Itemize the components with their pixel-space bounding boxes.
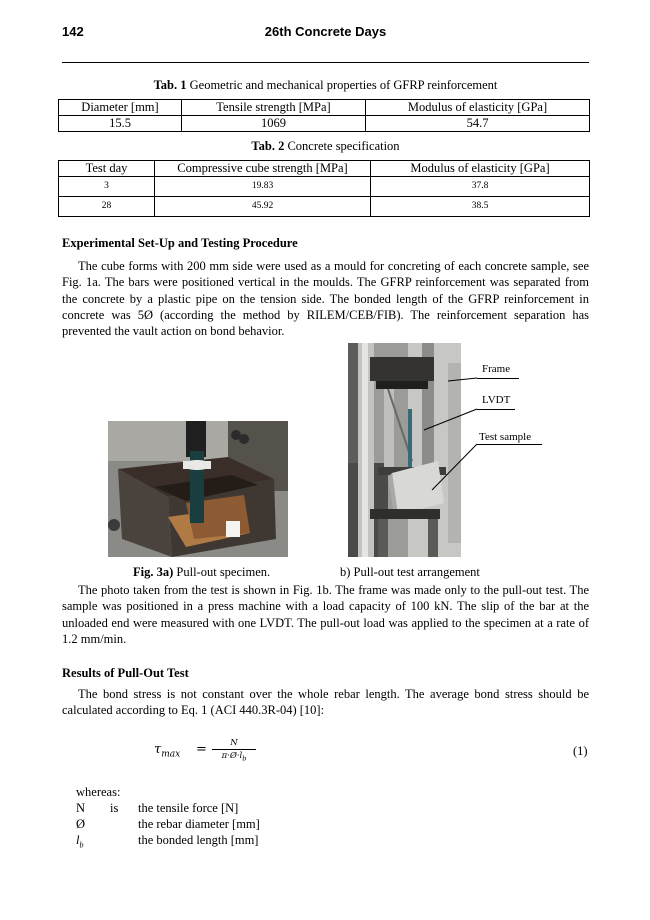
lvdt-leader-line (424, 409, 477, 430)
table2-header-cell: Test day (59, 161, 155, 177)
table2-header-cell: Compressive cube strength [MPa] (155, 161, 371, 177)
equation-number: (1) (573, 744, 588, 758)
paragraph-text: The cube forms with 200 mm side were used as a mould for concreting of each concrete sample, see Fig. 1a. The bars were positioned vertical in the moulds. The GFRP reinforcement was separated from the concrete by a plastic pipe on the tension side. The bonded length of the GFRP reinforcement in concrete was 5Ø (according the method by RILEM/CEB/FIB). The reinforcement separation has prevented the vault action on bond behavior. (62, 259, 589, 339)
equation-denominator: π·Ø·l (221, 751, 243, 761)
definition-row (62, 833, 362, 849)
table-cell: 3 (59, 177, 155, 197)
equals-sign: = (196, 742, 207, 757)
lvdt-label: LVDT (482, 394, 511, 406)
equation-lhs: τ (154, 742, 162, 757)
table1-header-cell: Tensile strength [MPa] (182, 100, 366, 116)
equation-numerator: N (230, 738, 238, 748)
definition-symbol: Ø (76, 817, 86, 831)
table1-caption-text: Geometric and mechanical properties of GFRP reinforcement (189, 78, 498, 92)
table2-header-cell: Modulus of elasticity [GPa] (371, 161, 590, 177)
table1-header-cell: Modulus of elasticity [GPa] (366, 100, 590, 116)
fraction-bar (212, 749, 256, 750)
paragraph-text: The bond stress is not constant over the whole rebar length. The average bond stress should be calculated according to Eq. 1 (ACI 440.3R-04) [10]: (62, 687, 589, 718)
table-cell: 15.5 (59, 116, 182, 132)
paragraph-text: The photo taken from the test is shown in Fig. 1b. The frame was made only to the pull-out test. The sample was positioned in a press machine with a load capacity of 100 kN. The slip of the bar at the unloaded end were measured with one LVDT. The pull-out load was applied to the specimen at a rate of 1.2 mm/min. (62, 583, 589, 646)
definition-row (62, 801, 362, 817)
table2-caption-label: Tab. 2 (251, 139, 285, 153)
equation-lhs-subscript: max (161, 749, 181, 760)
section-heading: Results of Pull-Out Test (62, 666, 189, 680)
definition-symbol: l (76, 833, 80, 847)
equation-denominator-subscript: b (242, 754, 247, 763)
definition-description: the rebar diameter [mm] (138, 817, 260, 831)
table-cell: 37.8 (371, 177, 590, 197)
definitions-intro: whereas: (76, 785, 121, 799)
figure-caption-a-label: Fig. 3a) (133, 565, 174, 579)
table1-header-cell: Diameter [mm] (59, 100, 182, 116)
figure-caption-b: b) Pull-out test arrangement (340, 565, 480, 579)
definition-symbol: N (76, 801, 86, 815)
page-number: 142 (62, 24, 84, 39)
body-paragraph (62, 582, 589, 647)
definition-description: the tensile force [N] (138, 801, 239, 815)
table-cell: 28 (59, 197, 155, 217)
table-cell: 54.7 (366, 116, 590, 132)
figure-caption-a-text: Pull-out specimen. (176, 565, 271, 579)
table-cell: 45.92 (155, 197, 371, 217)
table2-caption-text: Concrete specification (287, 139, 400, 153)
frame-leader-line (448, 378, 477, 381)
journal-title: 26th Concrete Days (264, 24, 387, 39)
definition-description: the bonded length [mm] (138, 833, 259, 847)
definition-symbol-subscript: b (79, 840, 84, 850)
table-cell: 1069 (182, 116, 366, 132)
table1-caption-label: Tab. 1 (153, 78, 187, 92)
figure-caption-a (133, 565, 270, 580)
section-heading: Experimental Set-Up and Testing Procedure (62, 236, 298, 250)
table-cell: 19.83 (155, 177, 371, 197)
body-paragraph (62, 686, 589, 719)
table-cell: 38.5 (371, 197, 590, 217)
test-sample-label: Test sample (479, 431, 532, 443)
test-sample-leader-line (432, 444, 477, 490)
definition-is: is (110, 801, 119, 815)
frame-label: Frame (482, 363, 511, 375)
definition-row (62, 817, 362, 833)
